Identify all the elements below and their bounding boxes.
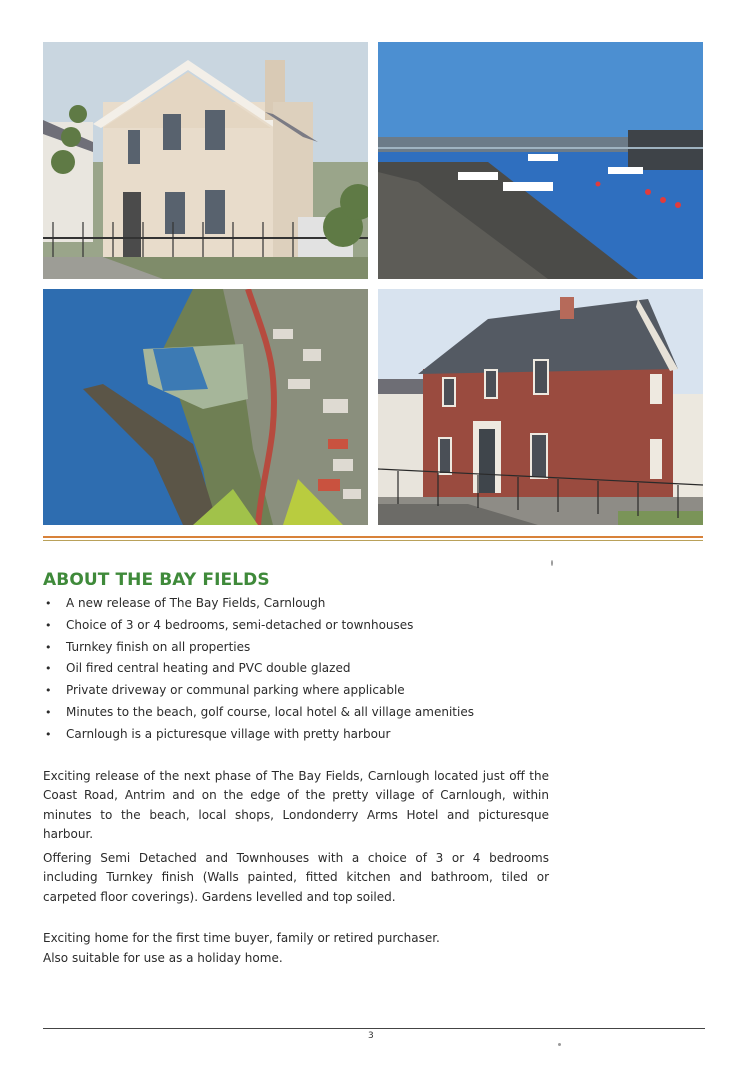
feature-text: Choice of 3 or 4 bedrooms, semi-detached or townhouses: [66, 617, 414, 632]
section-divider: [43, 536, 703, 538]
feature-item: [43, 724, 643, 746]
intro-paragraph: Exciting release of the next phase of The Bay Fields, Carnlough located just off the Coast Road, Antrim and on the edge of the pretty village of Carnlough, within minutes to the beach, local shops, Londonderry Arms Hotel and picturesque harbour.: [43, 769, 549, 841]
photo-cream-house: [43, 42, 368, 279]
bullet-icon: •: [45, 662, 52, 676]
bullet-icon: •: [45, 727, 52, 741]
feature-text: Private driveway or communal parking where applicable: [66, 683, 405, 698]
feature-item: [43, 615, 643, 637]
feature-item: [43, 637, 643, 659]
scan-speck: [551, 560, 553, 566]
feature-text: Turnkey finish on all properties: [66, 639, 251, 654]
feature-text: A new release of The Bay Fields, Carnlough: [66, 596, 326, 610]
photo-harbour: [378, 42, 703, 279]
photo-aerial-village: [43, 289, 368, 525]
page-number: 3: [368, 1031, 374, 1041]
feature-text: Carnlough is a picturesque village with pretty harbour: [66, 726, 391, 741]
bullet-icon: •: [45, 640, 52, 654]
section-title: ABOUT THE BAY FIELDS: [43, 570, 270, 590]
bullet-icon: •: [45, 705, 52, 719]
feature-list: [43, 593, 643, 746]
scan-speck: [558, 1043, 561, 1046]
feature-item: [43, 680, 643, 702]
offering-paragraph: Offering Semi Detached and Townhouses with a choice of 3 or 4 bedrooms including Turnkey finish (Walls painted, fitted kitchen and bathroom, tiled or carpeted floor coverings). Gardens levelled and top soiled.: [43, 851, 549, 904]
feature-text: Minutes to the beach, golf course, local hotel & all village amenities: [66, 704, 474, 719]
feature-item: [43, 702, 643, 724]
footer-rule: [43, 1028, 705, 1029]
photo-brick-house: [378, 289, 703, 525]
section-divider-thin: [43, 540, 703, 541]
bullet-icon: •: [45, 597, 52, 610]
holiday-paragraph: Also suitable for use as a holiday home.: [43, 951, 283, 965]
feature-text: Oil fired central heating and PVC double glazed: [66, 661, 351, 676]
bullet-icon: •: [45, 684, 52, 698]
feature-item: [43, 593, 643, 615]
feature-item: [43, 658, 643, 680]
bullet-icon: •: [45, 618, 52, 632]
buyer-paragraph: Exciting home for the first time buyer, family or retired purchaser.: [43, 931, 440, 945]
